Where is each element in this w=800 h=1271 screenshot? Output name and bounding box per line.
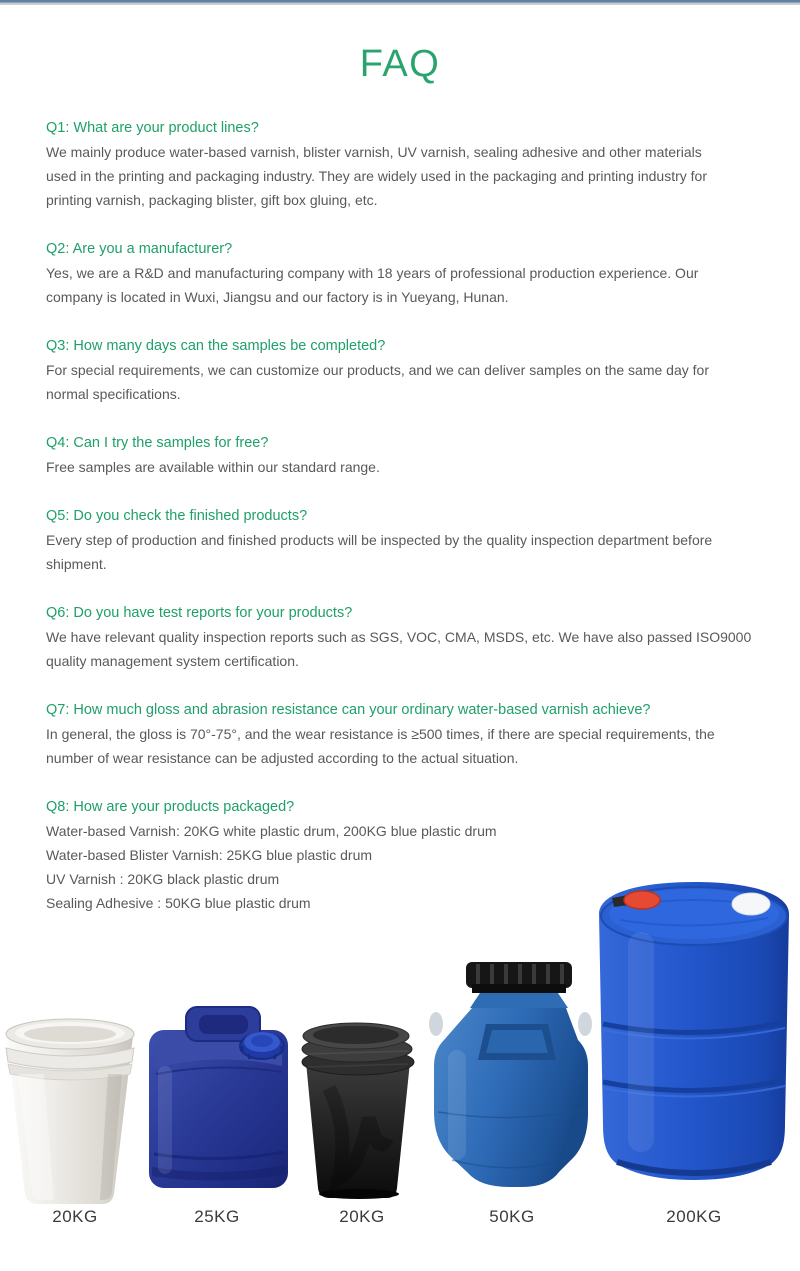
faq-question: Q2: Are you a manufacturer? bbox=[46, 241, 233, 257]
faq-answer-line: shipment. bbox=[46, 556, 107, 572]
drum-weight-label: 200KG bbox=[666, 1207, 722, 1226]
top-border-line bbox=[0, 0, 800, 5]
blue-jerry-can-image bbox=[146, 1004, 292, 1190]
faq-answer-line: Free samples are available within our standard range. bbox=[46, 459, 380, 475]
faq-question: Q6: Do you have test reports for your products? bbox=[46, 605, 353, 621]
black-plastic-drum-image bbox=[299, 1018, 419, 1200]
faq-item bbox=[46, 601, 760, 673]
faq-question: Q3: How many days can the samples be completed? bbox=[46, 338, 386, 354]
faq-answer-line: We have relevant quality inspection reports such as SGS, VOC, CMA, MSDS, etc. We have also passed ISO9000 bbox=[46, 629, 752, 645]
faq-answer-line: Water-based Varnish: 20KG white plastic drum, 200KG blue plastic drum bbox=[46, 823, 497, 839]
faq-answer-line: company is located in Wuxi, Jiangsu and our factory is in Yueyang, Hunan. bbox=[46, 289, 509, 305]
faq-item bbox=[46, 431, 760, 479]
faq-answer-line: Yes, we are a R&D and manufacturing company with 18 years of professional production experience. Our bbox=[46, 265, 699, 281]
faq-question: Q5: Do you check the finished products? bbox=[46, 508, 308, 524]
faq-answer-line: We mainly produce water-based varnish, blister varnish, UV varnish, sealing adhesive and other materials bbox=[46, 144, 702, 160]
drum-weight-label: 20KG bbox=[339, 1207, 385, 1226]
faq-answer-line: In general, the gloss is 70°-75°, and the wear resistance is ≥500 times, if there are special requirements, the bbox=[46, 726, 715, 742]
faq-answer-line: normal specifications. bbox=[46, 386, 181, 402]
white-plastic-drum-image bbox=[4, 1014, 136, 1206]
blue-open-top-drum-image bbox=[428, 960, 594, 1192]
faq-question: Q8: How are your products packaged? bbox=[46, 799, 295, 815]
faq-answer-line: Every step of production and finished products will be inspected by the quality inspection department before bbox=[46, 532, 713, 548]
faq-question: Q7: How much gloss and abrasion resistance can your ordinary water-based varnish achieve? bbox=[46, 702, 651, 718]
faq-list bbox=[46, 91, 760, 915]
faq-item bbox=[46, 237, 760, 309]
faq-question: Q1: What are your product lines? bbox=[46, 120, 259, 136]
faq-answer-line: number of wear resistance can be adjusted according to the actual situation. bbox=[46, 750, 519, 766]
faq-answer-line: Sealing Adhesive : 50KG blue plastic drum bbox=[46, 895, 311, 911]
drum-weight-label: 25KG bbox=[194, 1207, 240, 1226]
faq-question: Q4: Can I try the samples for free? bbox=[46, 435, 269, 451]
faq-answer-line: used in the printing and packaging industry. They are widely used in the packaging and printing industry for bbox=[46, 168, 708, 184]
faq-answer-line: quality management system certification. bbox=[46, 653, 299, 669]
faq-answer-line: For special requirements, we can customize our products, and we can deliver samples on the same day for bbox=[46, 362, 709, 378]
faq-answer-line: UV Varnish : 20KG black plastic drum bbox=[46, 871, 280, 887]
drum-weight-label: 20KG bbox=[52, 1207, 98, 1226]
faq-item bbox=[46, 698, 760, 770]
drum-weight-label: 50KG bbox=[489, 1207, 535, 1226]
faq-item bbox=[46, 334, 760, 406]
blue-200l-drum-image bbox=[594, 872, 794, 1194]
faq-item bbox=[46, 504, 760, 576]
faq-item bbox=[46, 116, 760, 212]
faq-answer-line: printing varnish, packaging blister, gift box gluing, etc. bbox=[46, 192, 378, 208]
faq-answer-line: Water-based Blister Varnish: 25KG blue plastic drum bbox=[46, 847, 373, 863]
page-title: FAQ bbox=[359, 43, 441, 85]
